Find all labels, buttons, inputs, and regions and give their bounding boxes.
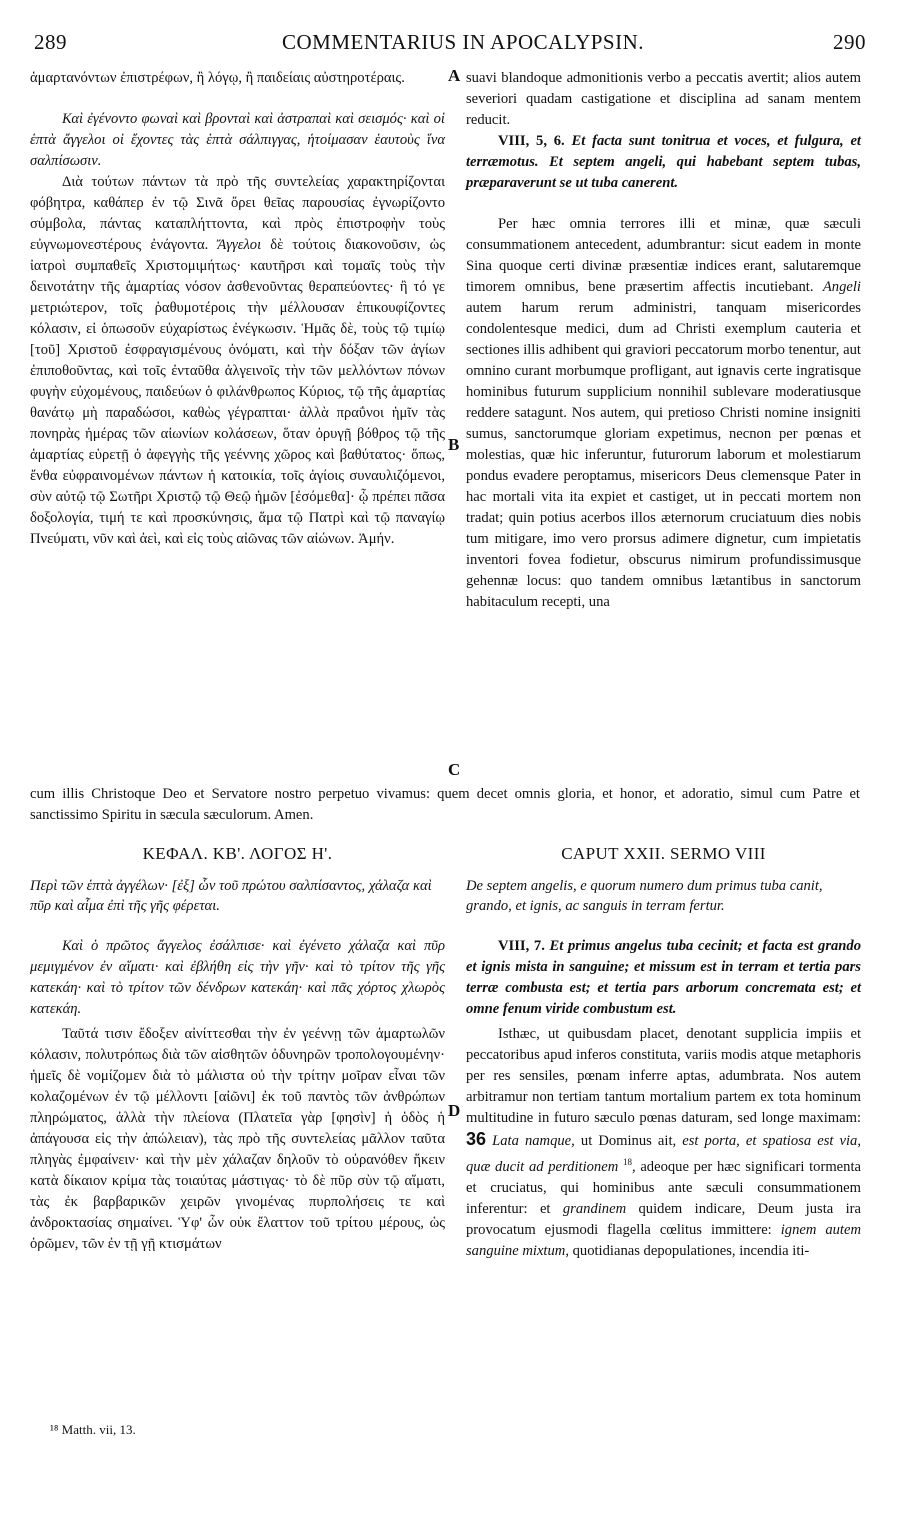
page-number-left: 289 [34,30,67,54]
greek-column-chapter [30,936,445,1255]
greek-chapter-subtitle: Περὶ τῶν ἑπτὰ ἀγγέλων· [ἐξ] ὧν τοῦ πρώτου σαλπίσαντος, χάλαζα καὶ πῦρ καὶ αἷμα ἐπὶ τῆς γῆς φέρεται. [30,878,432,914]
margin-marker-a: A [448,66,461,85]
greek-chapter-verse: Καὶ ὁ πρῶτος ἄγγελος ἐσάλπισε· καὶ ἐγένετο χάλαζα καὶ πῦρ μεμιγμένον ἐν αἵματι· καὶ ἐβλήθη εἰς τὴν γῆν· καὶ τὸ τρίτον τῆς γῆς κατεκάη· καὶ τὸ τρίτον τῶν δένδρων κατεκάη· καὶ πᾶς χόρτος χλωρὸς κατεκάη. [30,938,445,1017]
greek-column-top [30,68,445,550]
latin-column-chapter [466,936,861,1262]
greek-paragraph-1: ἁμαρτανόντων ἐπιστρέφων, ἢ λόγῳ, ἢ παιδείαις αὐστηροτέραις. [30,70,405,86]
margin-marker-b: B [448,435,460,454]
latin-paragraph-1: suavi blandoque admonitionis verbo a peccatis avertit; alios autem severiori quadam castigatione et disciplina ad sanam mentem reducit. [466,70,861,128]
footnote: ¹⁸ Matth. vii, 13. [50,1422,136,1437]
latin-chapter-title: CAPUT XXII. SERMO VIII [561,844,766,863]
greek-verse-quote: Καὶ ἐγένοντο φωναὶ καὶ βρονταὶ καὶ ἀστραπαὶ καὶ σεισμός· καὶ οἱ ἑπτὰ ἄγγελοι οἱ ἔχοντες τὰς ἑπτὰ σάλπιγγας, ἡτοίμασαν ἑαυτοὺς ἵνα σαλπίσωσιν. [30,111,445,169]
latin-column-top [466,68,861,613]
latin-paragraph-3: Per hæc omnia terrores illi et minæ, quæ sæculi consummationem antecedent, adumbrantur: sicut eadem in monte Sina quoque certi divinæ præsentiæ indices erant, salutaremque timorem omnibus, bene præsertim affectis incutiebant. Angeli autem harum rerum administri, tanquam misericordes condolentesque medici, dum ad Christi exemplum cauteria et sectiones illis adhibent qui graviori peccatorum morbo tenentur, aut omnino curant morbumque profligant, aut ignavis certe ingratisque hominibus futurum supplicium nonnihil sublevare moderatiusque reddere satagunt. Nos autem, qui pretioso Christi nomine insigniti sumus, sanctorumque gloriam expetimus, necnon per pœnas et molestias, quæ hic inferuntur, futurorum laborum et molestiarum pondus evadere peroptamus, misericors Deus clemensque Pater in hac mortali vita ita expiet et castiget, ut in peccati mortem non tradat; quin potius acerbos illos æternorum cruciatuum dies nobis tum mitigare, imo vero prorsus adimere dignetur, cum impietatis inventori fovea fodietur, obscurus nimirum profundissimusque gehennæ locus: quo tandem omnibus lætantibus in sanctorum habitaculum recepti, una [466,216,861,610]
margin-marker-d: D [448,1101,461,1120]
latin-verse-quote: VIII, 5, 6. Et facta sunt tonitrua et voces, et fulgura, et terræmotus. Et septem angeli, qui habebant septem tubas, præparaverunt se ut tuba canerent. [466,133,861,191]
running-header [0,30,900,60]
margin-marker-c: C [448,760,461,779]
greek-chapter-body: Ταῦτά τισιν ἔδοξεν αἰνίττεσθαι τὴν ἐν γεέννῃ τῶν ἁμαρτωλῶν κόλασιν, πολυτρόπως διὰ τῶν αἰσθητῶν ὀδυνηρῶν τροπολογουμένην· ἡμεῖς δὲ νομίζομεν διὰ τὸ μάλιστα οὐ τὴν τρίτην μοῖραν εἶναι τῶν κολαζομένων ἐν τῷ μέλλοντι [αἰῶνι] ἐκ τοῦ παντὸς τῶν ἀνθρώπων πληρώματος, ἀλλὰ τὴν πλείονα (Πλατεῖα γὰρ [φησὶν] ἡ ὁδὸς ἡ ἀπάγουσα εἰς τὴν ἀπώλειαν), τὰς πρὸ τῆς συντελείας μᾶλλον ταῦτα πληγὰς ἐμφαίνειν· καὶ τὴν μὲν χάλαζαν δηλοῦν τὸ οὐρανόθεν ἥκειν κατὰ δίκαιον κρίμα τὰς τοιαύτας μάστιγας· τὸ δὲ πῦρ σὺν τῷ αἵματι, τὰς ἐκ βαρβαρικῶν χειρῶν γινομένας πυρπολήσεις τε καὶ ἀνδροκτασίας σημαίνει. Ὑφ' ὧν οὐκ ἔλαττον τοῦ τρίτου μέρους, ὡς ὁρῶμεν, τῶν ἐν τῇ γῇ κτισμάτων [30,1026,445,1252]
latin-chapter-verse: VIII, 7. Et primus angelus tuba cecinit; et facta est grando et ignis mista in sanguine; et missum est in terram et tertia pars terræ combusta est; et tertia pars arborum concremata est; et omne fenum viride combustum est. [466,938,862,1017]
footnote-ref: 18 [622,1157,632,1167]
page-number-right: 290 [833,30,866,54]
latin-chapter-body: Isthæc, ut quibusdam placet, denotant supplicia impiis et peccatoribus apud inferos constituta, variis modis atque metaphoris per res sensiles, pœnam inferre aptas, adumbrata. Nos autem arbitramur non tertiam tantum mortalium partem ex tota hominum multitudine in futuro sæculo pœnas daturam, sed longe maximam: 36 Lata namque, ut Dominus ait, est porta, et spatiosa est via, quæ ducit ad perditionem $^{18}$, adeoque per hæc significari tormenta et cruciatus, qui hominibus ante sæculi consummationem inferentur: et grandinem quidem indicare, Deum justa ira provocatum ejusmodi flagella cœlitus immittere: ignem autem sanguine mixtum, quotidianas depopulationes, incendia iti- [466,1026,862,1259]
column-number: 36 [466,1129,487,1149]
greek-paragraph-3: Διὰ τούτων πάντων τὰ πρὸ τῆς συντελείας χαρακτηρίζονται φόβητρα, καθάπερ ἐν τῷ Σινᾶ ὄρει θεῖας παρουσίας ἐγνωρίζοντο σύμβολα, πάντας καταπλήττοντα, καὶ πρὸς ἐπιστροφὴν τοὺς εὐγνωμονεστέρους ἐνάγοντα. Ἄγγελοι δὲ τούτοις διακονοῦσιν, ὡς ἰατροὶ συμπαθεῖς Χριστομιμήτως· καυτῆρσι καὶ τομαῖς τοὺς τὴν δεινοτάτην τῆς ἁμαρτίας νόσον ἀσθενοῦντας θεραπεύοντες· ἢ τό γε μετριώτερον, τοῖς ῥαθυμοτέροις τὴν μέλλουσαν ἐπικουφίζοντες κόλασιν, εἰ ὁπωσοῦν εὐχαρίστως ἐνέγκωσιν. Ἡμᾶς δὲ, τοὺς τῷ τιμίῳ [τοῦ] Χριστοῦ ἐσφραγισμένους ὀνόματι, καὶ τὴν δόξαν τῶν ἁγίων ἐπιποθοῦντας, καὶ τοῖς ἐνταῦθα ἀλγεινοῖς τὴν τῶν μελλόντων πόνων φυγὴν εὐχομένους, παιδεύων ὁ φιλάνθρωπος Κύριος, τῷ τῆς ἁμαρτίας θανάτῳ μὴ παραδώσοι, καθὼς γέγραπται· ἀλλὰ πραΰνοι ἡμῖν τὰς πονηρὰς ἡμέρας τῶν αἰωνίων κολάσεων, ὅταν ὀρυγῇ βόθρος τῷ τῆς ἁμαρτίας εὑρετῇ ὁ ἀφεγγὴς τῆς γεέννης χῶρος καὶ βαθύτατος· ὅπως, ἔνθα εὐφραινομένων πάντων ἡ κατοικία, τοῖς ἁγίοις συναυλιζόμενοι, σὺν αὐτῷ τῷ Σωτῆρι Χριστῷ τῷ Θεῷ ἡμῶν [ἐσόμεθα]· ᾧ πρέπει πᾶσα δοξολογία, τιμή τε καὶ προσκύνησις, ἅμα τῷ Πατρὶ καὶ τῷ παναγίῳ Πνεύματι, νῦν καὶ ἀεὶ, καὶ εἰς τοὺς αἰῶνας τῶν αἰώνων. Ἀμήν. [30,174,445,547]
spanning-closing-line: cum illis Christoque Deo et Servatore nostro perpetuo vivamus: quem decet omnis gloria, et honor, et adoratio, simul cum Patre et sanctissimo Spiritu in sæcula sæculorum. Amen. [30,786,860,823]
running-title: COMMENTARIUS IN APOCALYPSIN. [282,30,645,54]
latin-chapter-subtitle: De septem angelis, e quorum numero dum primus tuba canit, grando, et ignis, ac sanguis in terram fertur. [466,878,823,914]
greek-chapter-title: ΚΕΦΑΛ. ΚΒ'. ΛΟΓΟΣ Η'. [142,844,333,863]
